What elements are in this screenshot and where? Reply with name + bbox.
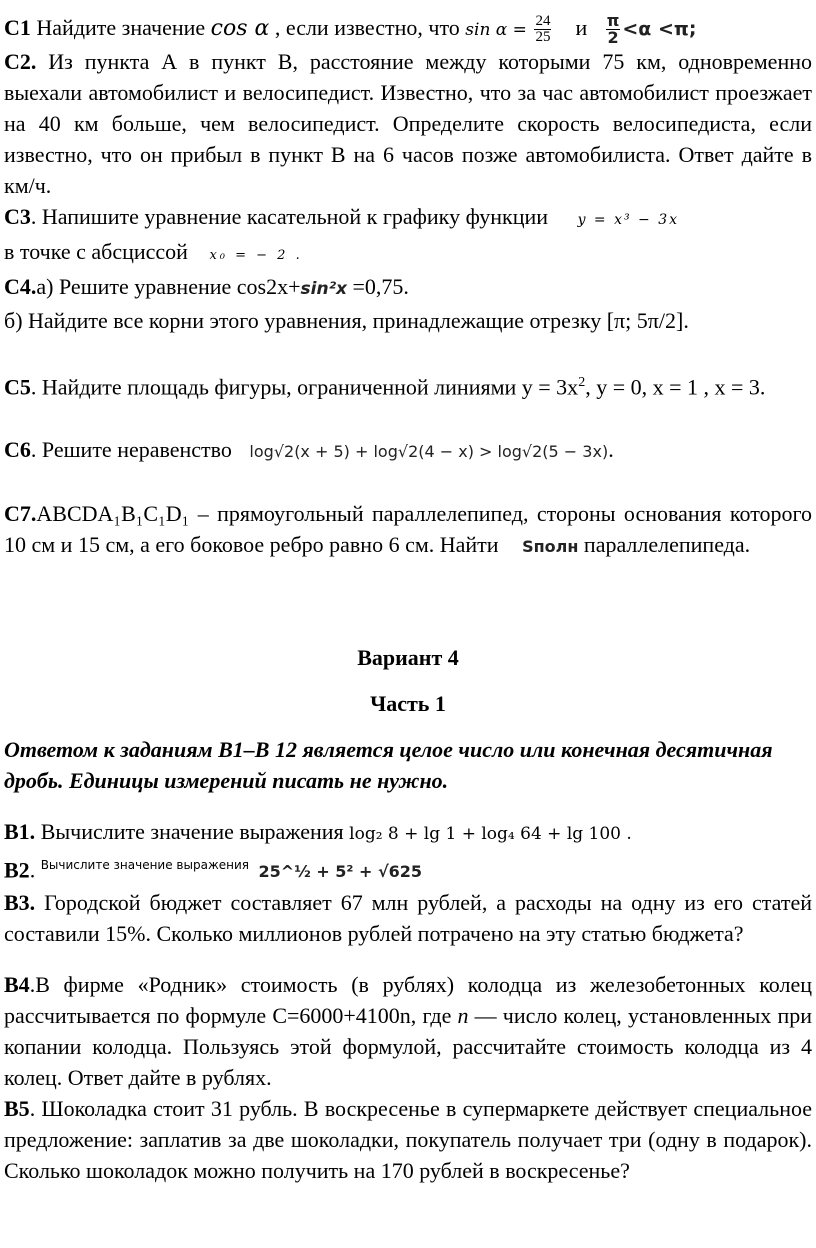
task-c4-b: б) Найдите все корни этого уравнения, принадлежащие отрезку [π; 5π/2].: [4, 308, 689, 334]
variant-heading: Вариант 4: [357, 644, 459, 670]
task-label: B1.: [4, 818, 36, 844]
task-c5: C5. Найдите площадь фигуры, ограниченной линиями $y = 3x^2$, y = 0, x = 1 , x = 3.: [4, 374, 766, 400]
fraction-pi-2: $\frac{\pi}{2}$: [606, 11, 620, 48]
log-inequality: log√2(x + 5) + log√2(4 − x) > log√2(5 − 3x): [249, 441, 609, 461]
task-label: C7.: [4, 500, 37, 526]
task-b5: B5. Шоколадка стоит 31 рубль. В воскресенье в супермаркете действует специальное предложение: заплатив за две шоколадки, покупатель получает три (одну в подарок). Сколько шоколадок можно получить на 170 рублей в воскресенье?: [4, 1096, 812, 1184]
task-label: C3: [4, 204, 31, 230]
abscissa-expression: x₀ = − 2 .: [209, 248, 303, 264]
log-expression: log₂ 8 + lg 1 + log₄ 64 + lg 100 .: [349, 823, 632, 844]
task-label: B4: [4, 972, 30, 998]
sin-squared: sin²x: [300, 279, 347, 300]
cos-expression: cos α: [210, 16, 270, 41]
task-b1: B1. Вычислите значение выражения log₂ 8 + lg 1 + log₄ 64 + lg 100 .: [4, 818, 632, 844]
fraction-24-25: $\frac{24}{25}$: [535, 13, 551, 46]
function-expression: y = x³ − 3x: [577, 212, 680, 229]
task-label: C1: [4, 15, 31, 40]
task-label: C5: [4, 374, 31, 400]
instructions: Ответом к заданиям В1–В 12 является целое число или конечная десятичная дробь. Единицы измерений писать не нужно.: [4, 736, 773, 793]
task-c4: C4.а) Решите уравнение cos2x+sin²x =0,75.: [4, 274, 409, 300]
task-label: C4.: [4, 274, 37, 300]
task-label: B2: [4, 857, 30, 883]
task-label: B3.: [4, 890, 36, 916]
task-c7: C7.ABCDA₁B₁C₁D₁ – прямоугольный параллелепипед, стороны основания которого 10 см и 15 см, а его боковое ребро равно 6 см. Найти Sполн параллелепипеда.: [4, 500, 812, 557]
task-label: B5: [4, 1096, 30, 1122]
sin-expression: sin α =: [465, 20, 527, 40]
task-c3: C3. Напишите уравнение касательной к графику функции y = x³ − 3x: [4, 204, 680, 230]
task-b2: B2. $^{Вычислите значение выражения}$ 25^½ + 5² + √625: [4, 857, 423, 883]
task-b3: B3. Городской бюджет составляет 67 млн рублей, а расходы на одну из его статей составили 15%. Сколько миллионов рублей потрачено на эту статью бюджета?: [4, 890, 812, 947]
task-label: C6: [4, 436, 31, 462]
task-c6: C6. Решите неравенство log√2(x + 5) + log√2(4 − x) > log√2(5 − 3x).: [4, 436, 614, 462]
part-heading: Часть 1: [370, 690, 446, 716]
angle-range: <α <π;: [622, 18, 697, 40]
task-c1: C1 Найдите значение cos α , если известно, что sin α = $\frac{24}{25}$ и $\frac{\pi}{2}$ <α <π;: [4, 11, 697, 48]
power-expression: 25^½ + 5² + √625: [258, 862, 423, 882]
full-surface-area: Sполн: [522, 536, 579, 556]
b2-small-text: Вычислите значение выражения: [40, 857, 250, 872]
task-c2: C2. Из пункта А в пункт В, расстояние между которыми 75 км, одновременно выехали автомобилист и велосипедист. Известно, что за час автомобилист проезжает на 40 км больше, чем велосипедист. Определите скорость велосипедиста, если известно, что он прибыл в пункт В на 6 часов позже автомобилиста. Ответ дайте в км/ч.: [4, 49, 812, 199]
task-b4: B4.В фирме «Родник» стоимость (в рублях) колодца из железобетонных колец рассчитывается по формуле C=6000+4100n, где n — число колец, установленных при копании колодца. Пользуясь этой формулой, рассчитайте стоимость колодца из 4 колец. Ответ дайте в рублях.: [4, 972, 812, 1091]
task-c3-point: в точке с абсциссой x₀ = − 2 .: [4, 239, 303, 265]
task-label: C2.: [4, 49, 37, 75]
